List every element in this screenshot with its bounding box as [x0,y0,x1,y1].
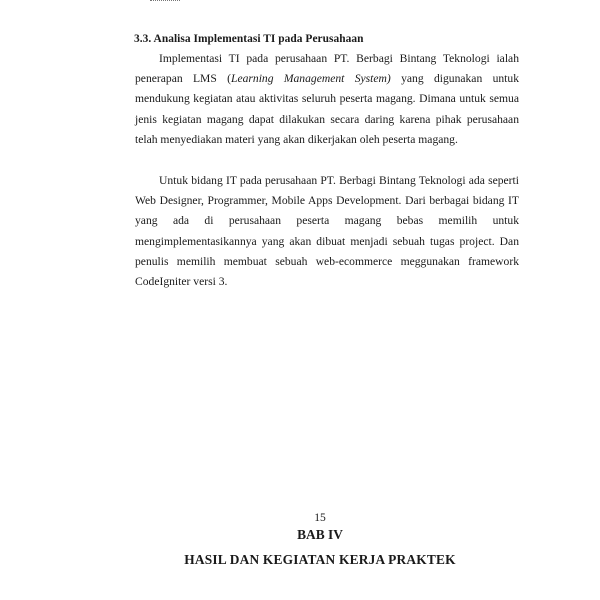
paragraph-it-fields [135,171,519,292]
paragraph-text: Implementasi TI pada perusahaan PT. Berbagi Bintang Teknologi ialah penerapan LMS ( [135,52,519,86]
paragraph-implementation [135,49,519,150]
page-number: 15 [314,511,326,524]
paragraph-italic-term: Learning Management System) [231,72,391,86]
paragraph-text: Untuk bidang IT pada perusahaan PT. Berbagi Bintang Teknologi ada seperti Web Designer, Programmer, Mobile Apps Development. Dari berbagai bidang IT yang ada di perusahaan peserta magang bebas memilih untuk mengimplementasikannya yang akan dibuat menjadi sebuah tugas project. Dan penulis memilih membuat sebuah web-ecommerce meggunakan framework CodeIgniter versi 3. [135,174,519,289]
paragraph-text: yang digunakan untuk mendukung kegiatan atau aktivitas seluruh peserta magang. Dimana untuk semua jenis kegiatan magang dapat dilakukan secara daring karena pihak perusahaan telah menyediakan materi yang akan dikerjakan oleh peserta magang. [135,72,519,146]
chapter-number: BAB IV [297,527,343,542]
previous-content-fragment [150,0,180,4]
section-heading: 3.3. Analisa Implementasi TI pada Perusahaan [134,33,364,45]
chapter-title: HASIL DAN KEGIATAN KERJA PRAKTEK [184,552,456,567]
